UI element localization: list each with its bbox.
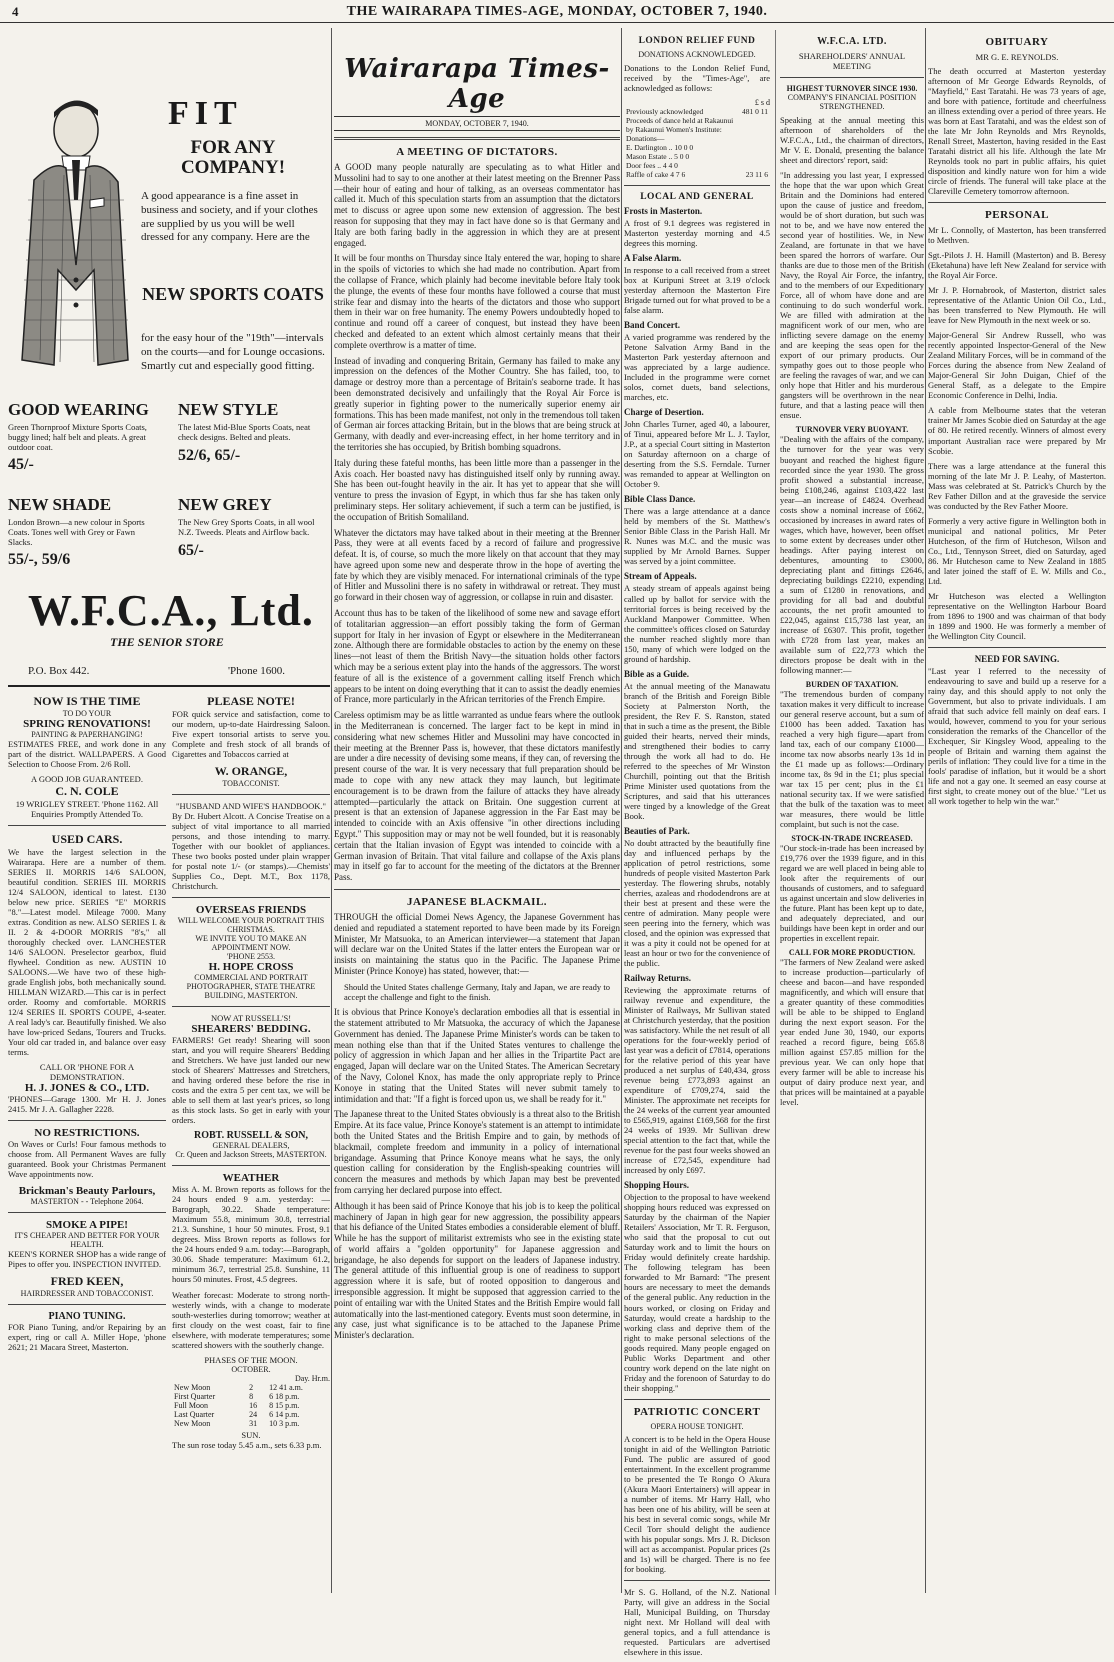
weather-forecast: Weather forecast: Moderate to strong north-westerly winds, with a change to moderate south-westerlies during tomorrow; weather at first cloudy on the west coast, fair to fine elsewhere, with moderate temperatures; some scattered showers with the southerly change. [172,1289,330,1350]
donation-amount [740,143,770,152]
news-column [624,30,924,1657]
donation-label: Mason Estate .. 5 0 0 [626,152,690,162]
item-heading: Frosts in Masterton. [624,206,703,217]
dateline: MONDAY, OCTOBER 7, 1940. [334,116,620,131]
ad-copy-secondary: for the easy hour of the "19th"—intervals on the courts—and for Lounge occasions. Smartly cut and especially good fitting. [141,332,325,372]
ad-line: CALL OR 'PHONE FOR A DEMONSTRATION. [39,1062,135,1083]
moon-day: 2 [249,1382,254,1392]
divider [928,202,1106,203]
ad-address: MASTERTON - - Telephone 2064. [30,1196,144,1206]
divider [334,137,620,140]
ad-advertiser: H. J. JONES & CO., LTD. [24,1082,150,1095]
wfca-advertisement [8,30,330,687]
editorial-paragraph: A GOOD many people naturally are speculating as to what Hitler and Mussolini had to say to one another at their latest meeting on the Brenner Pass—their hour of eating and hour of talking, as an overseas commentator has called it. Much of this speculation starts from an assumption that the dictators met to discuss or agree upon some new extension of aggression. The best reason for supposing that they may in fact have done so is that Germany and Italy are both faring badly in the aggression in which they are at present engaged. [334,162,620,248]
personal-item: Mr L. Connolly, of Masterton, has been transferred to Methven. [928,225,1106,246]
column-rule [775,30,776,1595]
item-heading: A False Alarm. [624,253,682,264]
divider [624,1399,770,1400]
article-paragraph: "Dealing with the affairs of the company, the turnover for the year was very buoyant and reached the highest figure recorded since the year 1930. The gross profit showed a substantial increase, being £108,246, against £103,422 last year—an increase of £4824. Overhead costs show a nominal increase of £662, occasioned by increases in award rates of wages, which have, however, been offset to some extent by decreases under other headings. After paying interest on debentures, amounting to £3000, depreciating plant and fittings £2646, depreciating buildings £2210, expending a sum of £1280 in renovations, and providing for all bad and doubtful accounts, the net profit amounted to £22,045, against £15,738 last year, an increase of £6307. This profit, together with £728 from last year, makes an available sum of £22,773 which the directors propose be dealt with in the following manner:— [780,434,924,675]
product-price: 65/- [178,541,204,559]
divider [172,794,330,795]
ad-new-sports-coats: NEW SPORTS COATS [142,284,324,304]
divider [624,185,770,186]
article-subtitle: DONATIONS ACKNOWLEDGED. [638,50,756,59]
moon-month: OCTOBER. [231,1364,271,1374]
moon-time: 8 15 p.m. [269,1400,300,1410]
donation-label: Previously acknowledged [626,107,704,117]
editorial-title: A MEETING OF DICTATORS. [396,146,558,158]
product-price: 52/6, 65/- [178,446,241,464]
table-row [172,1410,330,1419]
divider [334,889,620,890]
wfca-logo: W.F.C.A., Ltd. [28,586,314,635]
table-row [624,107,770,116]
ad-po-box: P.O. Box 442. [28,665,90,677]
page-number: 4 [12,4,19,19]
table-row [624,161,770,170]
divider [8,1120,166,1121]
moon-phase: First Quarter [174,1391,216,1401]
ad-subheading: WILL WELCOME YOUR PORTRAIT THIS CHRISTMAS. [177,916,325,935]
running-head [0,0,1114,23]
ad-address: Cr. Queen and Jackson Streets, MASTERTON. [175,1150,327,1160]
moon-heading: PHASES OF THE MOON. [204,1354,298,1365]
article-paragraph: "Our stock-in-trade has been increased by £19,776 over the 1939 figure, and in this regard we are well placed in being able to look after the requirements of our thousands of customers, and to safeguard us against uncertain and slow deliveries in the future. Plant has been kept up to date, and adequately depreciated, and our buildings have been kept in order and our properties in excellent repair. [780,843,924,944]
ad-body: We have the largest selection in the Wairarapa. Here are a number of them. SERIES II. MORRIS 14/6 SALOON, beautiful condition. SERIES III. MORRIS 12/4 SALOON, identical to latest. £130 below new price. SERIES "E" MORRIS "8."—Latest model. Mileage 7000. Many extras. Condition as new. ALSO SERIES I. & II. 2 & 4-DOOR MORRIS "8's," all thoroughly checked over. LANCHESTER 14/6 SALOON. Preselector gearbox, fluid flywheel. Condition as new. AUSTIN 10 SALOONS.—We have two of these high-grade English jobs, both mechanically sound. HILLMAN WIZARD.—This car is in perfect order. Roomy and comfortable. MORRIS 12/4 SERIES II. SPORTS COUPE, 4-seater. A real lady's car. Beautifully finished. We also have low-priced Sedans, Tourers and Trucks. Your old car traded in, and balance over easy terms. [8,847,166,1058]
ad-heading: SMOKE A PIPE! [46,1218,128,1231]
item-text: There was a large attendance at a dance held by members of the St. Matthew's Senior Bible Class in the Parish Hall. Mr R. Nunes was M.C. and the music was supplied by Mr Arnold Barnes. Supper was served by a joint committee. [624,506,770,567]
product-heading: NEW STYLE [178,400,279,419]
ad-subheading: WE INVITE YOU TO MAKE AN APPOINTMENT NOW. [195,934,307,953]
weather-report: Miss A. M. Brown reports as follows for the 24 hours ended 9 a.m. yesterday: —Barograph, 30.22. Shade temperature: Maximum 55.8, minimum 30.8, terrestrial 21.3. Sunshine, 1 hour 50 minutes. Frost, 9.1 degrees. Miss Brown reports as follows for the 24 hours ended 9 a.m. today:—Barograph, 30.06. Shade temperature: Maximum 61.2, minimum 36.7, terrestrial 25.8. Sunshine, 11 hours 50 minutes. Frost, 4.5 degrees. [172,1184,330,1285]
donation-amount [740,161,770,170]
ad-phone: 'Phone 1600. [228,665,285,677]
ad-heading: NOW IS THE TIME [33,694,141,708]
donations-table [624,107,770,179]
table-row [172,1419,330,1428]
product-heading: NEW SHADE [8,495,112,514]
ad-subheadline: FOR ANY COMPANY! [180,137,286,178]
ad-advertiser: W. ORANGE, [214,764,288,779]
editorial-paragraph: Whatever the dictators may have talked about in their meeting at the Brenner Pass, they were at all events faced by a record of failure and progressive defeat. It is, of course, so much the more likely on that account that they may have agreed upon some new and desperate throw in the hope of averting the fate by which they are visibly menaced. For international criminals of the type of Hitler and Mussolini there is no safety in withdrawal or retreat. They must go forward in their chosen way of aggression, or collapse in ruin and disaster. [334,527,620,603]
ad-product [178,400,328,465]
section-subhead: BURDEN OF TAXATION. [805,679,899,689]
ad-advertiser: ROBT. RUSSELL & SON, [193,1130,308,1142]
ad-heading: SPRING RENOVATIONS! [23,718,151,730]
ad-heading: NO RESTRICTIONS. [34,1127,140,1140]
ad-phones: 'PHONES—Garage 1300. Mr H. J. Jones 2415. Mr J. A. Gallagher 2228. [8,1094,166,1115]
article-title: LONDON RELIEF FUND [638,36,756,46]
ad-copy: A good appearance is a fine asset in business and society, and if your clothes are supplied by us you will be well dressed for any company. Here are the [141,190,318,244]
article-paragraph: Donations to the London Relief Fund, received by the "Times-Age", are acknowledged as follows: [624,63,770,94]
ad-subheading: GENERAL DEALERS, [212,1141,290,1151]
table-row [624,170,770,179]
ad-product [178,495,328,560]
ad-heading: SHEARERS' BEDDING. [191,1023,311,1036]
article-title: PATRIOTIC CONCERT [633,1405,761,1418]
table-row [624,143,770,152]
divider [8,1212,166,1213]
ad-product [8,400,158,474]
item-text: A varied programme was rendered by the Petone Salvation Army Band in the Masterton Park yesterday afternoon and was appreciated by a large audience. Included in the programme were cornet solos, cornet duets, band selections, marches, etc. [624,332,770,403]
personal-item: Mr Hutcheson was elected a Wellington representative on the Wellington Harbour Board from 1896 to 1900 and was chairman of that body in 1899 and 1900. He was formerly a member of the Wellington City Council. [928,590,1106,641]
item-heading: Beauties of Park. [624,825,690,836]
divider [172,1165,330,1166]
item-heading: Stream of Appeals. [624,571,697,582]
sun-times: The sun rose today 5.45 a.m., sets 6.33 p.m. [172,1439,322,1450]
personal-item: Sgt.-Pilots J. H. Hamill (Masterton) and B. Beresy (Eketahuna) have left New Zealand for service with the Royal Air Force. [928,250,1106,281]
article-paragraph: "The farmers of New Zealand were asked to increase production—particularly of cheese and bacon—and have responded magnificently, and which will ensure that a greater quantity of these commodities will be able to be shipped to England during the next export season. For the year ended June 30, 1940, our exports reached a record figure, being £65.8 million against £57.85 million for the previous year. We can only hope that every farmer will be able to increase his output of dairy produce next year, and that prices will be maintained at a payable level. [780,957,924,1108]
section-subhead: CALL FOR MORE PRODUCTION. [788,948,916,958]
moon-time: 6 14 p.m. [269,1409,300,1419]
item-heading: Bible as a Guide. [624,668,690,679]
ad-subheading: NOW AT RUSSELL'S! [210,1013,292,1024]
column-rule [621,28,622,1593]
article-paragraph: Speaking at the annual meeting this afternoon of shareholders of the W.F.C.A., Ltd., the chairman of directors, Mr V. E. Donald, presenting the balance sheet and directors' report, said: [780,115,924,166]
editorial-paragraph: It will be four months on Thursday since Italy entered the war, hoping to share in the spoils of victories to which she had made no contribution. Apart from the collapse of France, which plainly had become inevitable before Italy took the plunge, the events of these four months have followed a course that must strike fear and dismay into the hearts of the dictators and those who support them in their war on free humanity. The enemy Powers undoubtedly hoped to continue and round off a career of conquest, but instead they have been checked and defeated to an extent which almost certainly means that their complete overthrow is a matter of time. [334,253,620,350]
product-description: The New Grey Sports Coats, in all wool N.Z. Tweeds. Pleats and Airflow back. [178,517,315,537]
ad-address: COMMERCIAL AND PORTRAIT PHOTOGRAPHER, STATE THEATRE BUILDING, MASTERTON. [186,973,316,1001]
editorial-paragraph: Italy during these fateful months, has been little more than a passenger in the Axis coach. Her boasted navy has distinguished itself only by running away. She has been out-fought heavily in the air. It has yet to appear that she will venture to press the invasion of Egypt, in which thus far she has taken only preliminary steps. Her solitary achievement, if such a term can be justified, is the occupation of British Somaliland. [334,457,620,522]
moon-phase: New Moon [174,1382,211,1392]
article-paragraph: "In addressing you last year, I expressed the hope that the war upon which Great Britain and the Dominions had entered upon the cause of justice and freedom, would be of short duration, but such was not to be, and we have now entered the second year of hostilities. We, in New Zealand, are fortunate in that we have been spared the horrors of warfare. Our thanks are due to those men of the British Navy, the Royal Air Force, the infantry, and to the members of our Expeditionary Force, all of whom have done and are continuing to do such wonderful work. We are filled with admiration at the magnificent work of our men, who are inflicting severe damage on the enemy and are keeping the seas open for the export of our primary products. Our sympathy goes out to those people who are feeling the ravages of war, and we can only hope that Hitler and his murderous gangsters will be overthrown in the near future, and that a lasting peace will then ensue. [780,170,924,421]
divider [172,897,330,898]
section-subhead: NEED FOR SAVING. [974,653,1060,664]
table-row [172,1401,330,1410]
editorial-paragraph: THROUGH the official Domei News Agency, the Japanese Government has denied and repudiated a statement reported to have been made by its Foreign Minister, Mr Matsuoka, to an American interviewer—a statement that Japan will declare war on the United States if the latter enters the European war or insists on maintaining the status quo in the Pacific. The Japanese Prime Minister (Prince Konoye) has stated, however, that:— [334,912,620,976]
editorial-paragraph: Although it has been said of Prince Konoye that his job is to keep the political machinery of Japan in high gear for new aggression, the possibility appears that his defiance of the United States embodies a considerable element of bluff. While he has the support of militarist extremists who see in the existing state of world affairs a "golden opportunity" for Japanese aggression and brigandage, he also depends for support on the leaders of Japanese industry. The general attitude of this influential group is one of readiness to support aggression where it is safe, but of rooted opposition to dangerous and irresponsible aggression. It might be supposed that aggression carried to the point of entailing war with the United States and the British Empire would fall automatically into the last-mentioned category. Events must soon determine, in any case, just what significance is to be attached to the Japanese Prime Minister's declaration. [334,1200,620,1341]
section-title: LOCAL AND GENERAL [640,192,754,203]
advertising-column [8,30,330,1595]
small-ads-right [172,690,330,1455]
item-text: Objection to the proposal to have weekend shopping hours reduced was expressed on Saturday by the chairman of the Napier Retailers' Association, Mr T. R. Ferguson, who said that the proposal to cut out Saturday work and to limit the hours on Friday would definitely create hardship. The following telegram has been forwarded to Mr Barnard: "The present hours are necessary to meet the demands of the general public. Any reduction in the hours worked, or closing on Friday and Saturday, would create a hardship to the working class and deprive them of the right to make personal selections of the goods required. Many people engaged on Public Works Department and other country work depend on the late night on Friday and the forenoon of Saturday to do their shopping." [624,1192,770,1393]
section-subhead: TURNOVER VERY BUOYANT. [795,425,909,435]
item-heading: Bible Class Dance. [624,494,696,505]
sun-heading: SUN. [241,1429,261,1440]
item-heading: Railway Returns. [624,973,691,984]
table-row [172,1392,330,1401]
personal-item: There was a large attendance at the funeral this morning of the late Mr J. P. Leahy, of Masterton. Mass was celebrated at St. Patrick's Church by the Rev Father Dillon and at the graveside the service was conducted by the Rev Father Moore. [928,460,1106,511]
item-heading: Band Concert. [624,320,680,331]
ad-tagline: THE SENIOR STORE [110,635,224,649]
divider [172,1006,330,1007]
ad-advertiser: C. N. COLE [55,784,119,799]
item-text: In response to a call received from a street box at Kuripuni Street at 3.19 o'clock yesterday afternoon the Masterton Fire Brigade turned out for what proved to be a false alarm. [624,265,770,316]
moon-day: 24 [249,1409,258,1419]
ad-body: On Waves or Curls! Four famous methods to choose from. All Permanent Waves are fully guaranteed. Book your Christmas Permanent Wave appointments now. [8,1139,166,1180]
column-rule [925,28,926,1593]
ad-body: KEEN'S KORNER SHOP has a wide range of Pipes to offer you. INSPECTION INVITED. [8,1248,166,1269]
table-row [624,116,770,143]
column-rule [331,28,332,1593]
man-in-sports-coat-illustration [14,90,132,390]
donation-label: Proceeds of dance held at Rakaunui by Rakaunui Women's Institute: Donations— [626,116,734,144]
ad-body: By Dr. Hubert Alcott. A Concise Treatise on a subject of vital importance to all married persons, and those intending to marry. Together with our booklet of appliances. These two books posted under plain wrapper for postal note 1/- (or stamps).—Chemists' Supplies Co., Dept. M.T., Box 1178, Christchurch. [172,811,330,892]
item-text: At the annual meeting of the Manawatu branch of the British and Foreign Bible Society at Palmerston North, the president, the Rev F. S. Ranston, stated that in such a time as the present, the Bible guided their hearts, nerved their minds, and strengthened their bodies to carry through the work all had to do. He referred to the speeches of Mr Winston Churchill, pointing out that the British Prime Minister used quotations from the Scriptures, and said that his utterances were tinged by a knowledge of the Great Book. [624,680,770,821]
ad-heading: "HUSBAND AND WIFE'S HANDBOOK." [176,801,326,812]
editorial-paragraph: It is obvious that Prince Konoye's declaration embodies all that is essential in the statement attributed to Mr Matsuoka, the accuracy of which the Japanese Government has denied. The Japanese Prime Minister's words can be taken to mean nothing else than that if the United States ventures to challenge the policy of aggression in which Japan and her allies in the Tripartite Pact are engaged, Japan will declare war on the United States. The American Secretary of the Navy, Colonel Knox, has made the only appropriate reply to Prince Konoye in stating that the United States will never submit tamely to intimidation and that: "If a fight is forced upon us, we shall be ready for it." [334,1007,620,1104]
editorial-title: JAPANESE BLACKMAIL. [406,896,548,908]
divider [624,1580,770,1581]
table-row [624,152,770,161]
editorial-paragraph: The Japanese threat to the United States obviously is a threat also to the British Empire. At its face value, Prince Konoye's statement is an attempt to intimidate both the United States and the British Empire and to gain, by methods of blackmail, complete freedom and immunity in a policy of international brigandage. Assuming that Prince Konoye means what he says, the only question calling for consideration by the English-speaking countries will concern the measures and methods by which Japan may best be prevented from carrying her declared purpose into effect. [334,1109,620,1195]
section-title: OBITUARY [985,36,1049,48]
ad-body: FOR quick service and satisfaction, come to our modern, up-to-date Hairdressing Saloon. Five expert tonsorial artists to serve you. Complete and fresh stock of all brands of Cigarettes and Tobaccos carried at [172,709,330,760]
item-text: John Charles Turner, aged 40, a labourer, of Tinui, appeared before Mr L. J. Taylor, J.P., at a special Court sitting in Masterton on Saturday afternoon on a charge of deserting from the S.S. Ferndale. Turner was remanded to appear at Wellington on October 9. [624,419,770,490]
product-heading: GOOD WEARING [8,400,149,419]
item-heading: Shopping Hours. [624,1180,690,1191]
article-deck: HIGHEST TURNOVER SINCE 1930. [786,84,918,93]
ad-headline-fit: FIT [168,95,243,132]
ad-body: FARMERS! Get ready! Shearing will soon start, and you will require Shearers' Bedding and Stretchers. We have just landed our new stock of Shearers' Mattresses and Stretchers, and having ordered these before the rise in costs and the extra 5 per cent tax, we will be able to sell them at last year's prices, so long as this stock lasts. So get in early with your orders. [172,1035,330,1126]
article-paragraph: A concert is to be held in the Opera House tonight in aid of the Wellington Patriotic Fund. The public are assured of good entertainment. In the excellent programme to be presented the Te Rongo O Akura (Akura Maori Entertainers) will appear in a number of items. Mr Harry Hall, who has been one of his ability, will be seen at his best in several comic songs, while Mr Cecil Torr should delight the audience with his popular songs. Mrs J. R. Dickson will act as accompanist. Popular prices (2s and 1s) will be charged. There is no fee for booking. [624,1433,770,1574]
product-description: Green Thornproof Mixture Sports Coats, buggy lined; half belt and pleats. A great outdoor coat. [8,422,147,452]
donation-label: Door fees .. 4 4 0 [626,161,678,171]
editorial-column [334,30,620,1595]
editorial-paragraph: Careless optimism may be as little warranted as undue fears where the outlook in the Mediterranean is concerned. The larger fact to be kept in mind in considering what new schemes Hitler and Mussolini may have concocted in their meeting at the Brenner Pass is, however, that these dictators manifestly are under a dire necessity of devising some means, if they can, of reversing the present course of the war. It is very necessary that full preparation should be made to cope with any new attack they may launch, but legitimate encouragement is to be drawn from the failure of attacks they have already attempted—particularly the attack on Britain. One suggestion current at present is that an extension of Japanese aggression in the Far East may be intended to coincide with an Axis offensive "in other directions including Egypt." This supposition may or may not be well founded, but it is reasonably certain that the Italian invasion of Egypt was intended to coincide with a German invasion of Britain. That vital failure and collapse of the Axis plans may in itself go far to account for the meeting of the dictators at the Brenner Pass. [334,710,620,883]
moon-day: 16 [249,1400,258,1410]
article-subtitle: OPERA HOUSE TONIGHT. [650,1421,744,1431]
editorial-paragraph: Account thus has to be taken of the likelihood of some new and savage effort of totalitarian aggression—an effort possibly taking the form of German support for Italy in her invasion of Egypt or elsewhere in the Mediterranean zone. Although there are formidable obstacles to action by the enemy on these lines—not least of them the British Navy—the situation holds other factors which may be a serious extent play into the hands of the aggressors. The worst feature of all is the existence of a government calling itself French which appears to be intent on doing everything that it can to assist the deadly enemies of France, more particularly in the African territories of the French Empire. [334,608,620,705]
item-heading: Charge of Desertion. [624,407,704,418]
divider [780,77,924,78]
product-description: The latest Mid-Blue Sports Coats, neat check designs. Belted and pleats. [178,422,311,442]
ad-subheading: TO DO YOUR [62,709,112,718]
article-subtitle: SHAREHOLDERS' ANNUAL MEETING [798,51,906,71]
product-description: London Brown—a new colour in Sports Coats. Tones well with Grey or Fawn Slacks. [8,517,145,547]
ad-subheading: IT'S CHEAPER AND BETTER FOR YOUR HEALTH. [14,1230,160,1249]
product-heading: NEW GREY [178,495,272,514]
article-paragraph: The death occurred at Masterton yesterday afternoon of Mr George Edwards Reynolds, of "Mayfield," East Taratahi. He was 73 years of age, and bore with patience, fortitude and cheerfulness an illness extending over a period of three years. He was born at East Taratahi, and was the eldest son of the late Mr John Reynolds and Mrs Reynolds, Renall Street, Masterton, having resided in the East Taratahi district all his life. Although the late Mr Reynolds took no part in public affairs, his quiet disposition and kindly nature won for him a wide circle of friends. The funeral will take place at the Clareville Cemetery tomorrow afternoon. [928,66,1106,197]
item-text: Reviewing the approximate returns of railway revenue and expenditure, the Minister of Railways, Mr Sullivan stated at Christchurch yesterday, that the position was satisfactory. While the net result of all operations for the four-weekly period of last year was a deficit of £7814, operations for the relative period of this year have produced a net surplus of £40,434, gross revenue being £773,893 against an expenditure of £709,274, said the Minister. The approximate net receipts for the 24 weeks of the current year amounted to £565,919, against £169,568 for the first 24 weeks of 1939. Mr Sullivan drew special attention to the fact that, while the revenue for the past four weeks showed an increase of £72,545, expenditure had increased by only £697. [624,985,770,1176]
ad-subheading: PAINTING & PAPERHANGING! [31,730,143,739]
article-paragraph: Mr S. G. Holland, of the N.Z. National Party, will give an address in the Social Hall, Municipal Building, on Thursday night next. Mr Holland will deal with general topics, and a full attendance is requested. Particulars are advertised elsewhere in this issue. [624,1586,770,1657]
ad-subheading: HAIRDRESSER AND TOBACCONIST. [20,1288,154,1298]
product-price: 45/- [8,456,34,474]
personal-column [928,30,1106,1595]
item-text: No doubt attracted by the beautifully fine day and influenced perhaps by the application of petrol restrictions, some hundreds of people visited Masterton Park yesterday. The flowering shrubs, notably cherries, azaleas and rhododendrons are at their best at present and these were the centre of admiration. Many people were seen peering into the fernery, which was closed, and the opinion was expressed that it was a pity it could not be opened for at least an hour or two for the convenience of the public. [624,837,770,969]
personal-item: Major-General Sir Andrew Russell, who was recently appointed Inspector-General of the New Zealand Military Forces, will be in command of the Forces during the absence from New Zealand of Major-General Sir John Duigan, Chief of the General Staff, as a delegate to the Empire Economic Conference in Delhi, India. [928,330,1106,401]
article-title: W.F.C.A. LTD. [817,36,887,47]
donation-amount [740,116,770,143]
donation-label: E. Darlington .. 10 0 0 [626,143,694,153]
donation-amount: 23 11 6 [745,170,768,180]
moon-table-header: Day. Hr.m. [294,1373,330,1383]
moon-day: 31 [249,1418,258,1428]
ad-address: 19 WRIGLEY STREET. 'Phone 1162. All Enquiries Promptly Attended To. [15,799,159,820]
ad-advertiser: FRED KEEN, [50,1273,124,1288]
ad-body: FOR Piano Tuning, and/or Repairing by an expert, ring or call A. Miller Hope, 'phone 2621; 21 Macara Street, Masterton. [8,1321,166,1352]
moon-table [172,1383,330,1428]
divider [8,1304,166,1305]
ad-heading: PIANO TUNING. [48,1310,126,1322]
ad-heading: OVERSEAS FRIENDS [195,904,307,917]
divider [8,825,166,826]
ad-phone: 'PHONE 2553. [226,952,276,962]
local-news [624,30,770,1662]
personal-item: Mr J. P. Hornabrook, of Masterton, district sales representative of the Atlantic Union Oil Co., Ltd., has been transferred to New Plymouth. He will leave for New Plymouth in the next week or so. [928,285,1106,326]
editorial-paragraph: Instead of invading and conquering Britain, Germany has failed to make any impression on the defences of the Mother Country. She has failed, too, to damage or destroy more than a percentage of Britain's seaborne trade. It has been demonstrated decisively and unfailingly that the Royal Air Force is greatly superior in fighting power to the numerically superior enemy air formations. This has been made manifest, not only in the tremendous toll taken of German air forces attacking Britain, but in the blows that are being struck at Germany, with deadly and ever-increasing effect, in her home territory and in the territories she has occupied, by British bombing squadrons. [334,355,620,452]
moon-phase: Last Quarter [174,1409,215,1419]
personal-item: Formerly a very active figure in Wellington both in municipal and national politics, Mr Peter Hutcheson, of the firm of Hutcheson, Wilson and Co., Ltd., Tennyson Street, died on Saturday, aged 86. Mr Hutcheson came to New Zealand in 1885 and later joined the staff of E. W. Mills and Co., Ltd. [928,515,1106,586]
ad-advertiser: Brickman's Beauty Parlours, [18,1184,156,1197]
ad-heading: PLEASE NOTE! [207,694,295,708]
moon-time: 10 3 p.m. [269,1418,300,1428]
ad-heading: USED CARS. [51,832,123,847]
ad-product [8,495,158,569]
moon-time: 12 41 a.m. [269,1382,303,1392]
ad-advertiser: H. HOPE CROSS [208,961,294,974]
donations-currency-header: £ s d [754,98,770,108]
ad-body: ESTIMATES FREE, and work done in any part of the district. WALLPAPERS. A Good Selection to Choose From. 2/6 Roll. [8,739,166,770]
item-text: A steady stream of appeals against being called up by ballot for service with the territorial forces is being received by the Auckland Manpower Committee. When the committee's offices closed on Saturday the number reached slightly more than 150, many of which were lodged on the ground of hardship. [624,583,770,664]
moon-phase: Full Moon [174,1400,209,1410]
company-report [780,30,924,1112]
small-ads-left [8,690,166,1357]
moon-phase: New Moon [174,1418,211,1428]
article-paragraph: "Last year I referred to the necessity of endeavouring to save and build up a reserve for a rainy day, and this should apply to not only the Government, but also to private individuals. I am afraid that such advice fell mainly on deaf ears. I would, however, commend to you for your serious consideration the remarks of the Chancellor of the Exchequer, Sir Kingsley Wood, appealing to the people of Britain and warning them against the perils of inflation: 'They could live for a time in the fools' paradise of inflation, but it would be a short life and not a gay one. It seemed an easy course at first sight, to create money out of the blue.' "Let us all work together to help win the war." [928,665,1106,806]
section-subhead: STOCK-IN-TRADE INCREASED. [791,834,913,844]
ad-line: A GOOD JOB GUARANTEED. [31,774,143,785]
item-text: A frost of 9.1 degrees was registered in Masterton yesterday morning and 4.5 degrees this morning. [624,218,770,249]
table-row [172,1383,330,1392]
article-paragraph: "The tremendous burden of company taxation makes it very difficult to increase our general reserve account, but a sum of £1000 has been added. Taxation has reached a very high figure—apart from land tax, each of our company £1000—income tax now absorbs nearly 13s 1d in the £1 made up as follows:—Ordinary income tax, 8s 9d in the £1; plus special war tax 15 per cent; plus in the £1 national security tax. If we were satisfied that the bulk of the taxation was to meet war measures, there would be little complaint, but such is not the case. [780,688,924,830]
weather-heading: WEATHER [222,1172,280,1185]
ad-subheading: TOBACCONIST. [222,779,280,789]
personal-item: A cable from Melbourne states that the veteran trainer Mr James Scobie died on Saturday at the age of 80. He retired recently. Winners of almost every important Australian race were prepared by Mr Scobie. [928,405,1106,456]
product-price: 55/-, 59/6 [8,551,71,569]
donation-amount [740,152,770,161]
donation-label: Raffle of cake 4 7 6 [626,170,686,180]
masthead: Wairarapa Times-Age [344,54,610,114]
article-deck: COMPANY'S FINANCIAL POSITION STRENGTHENED. [787,93,917,111]
divider [928,647,1106,648]
article-subtitle: MR G. E. REYNOLDS. [975,52,1059,62]
running-title: THE WAIRARAPA TIMES-AGE, MONDAY, OCTOBER 7, 1940. [346,4,768,19]
donation-amount: 481 0 11 [742,107,768,117]
section-title: PERSONAL [985,209,1049,222]
moon-day: 8 [249,1391,254,1401]
moon-time: 6 18 p.m. [269,1391,300,1401]
editorial-quote: Should the United States challenge Germany, Italy and Japan, we are ready to accept the challenge and fight to the finish. [344,981,610,1002]
